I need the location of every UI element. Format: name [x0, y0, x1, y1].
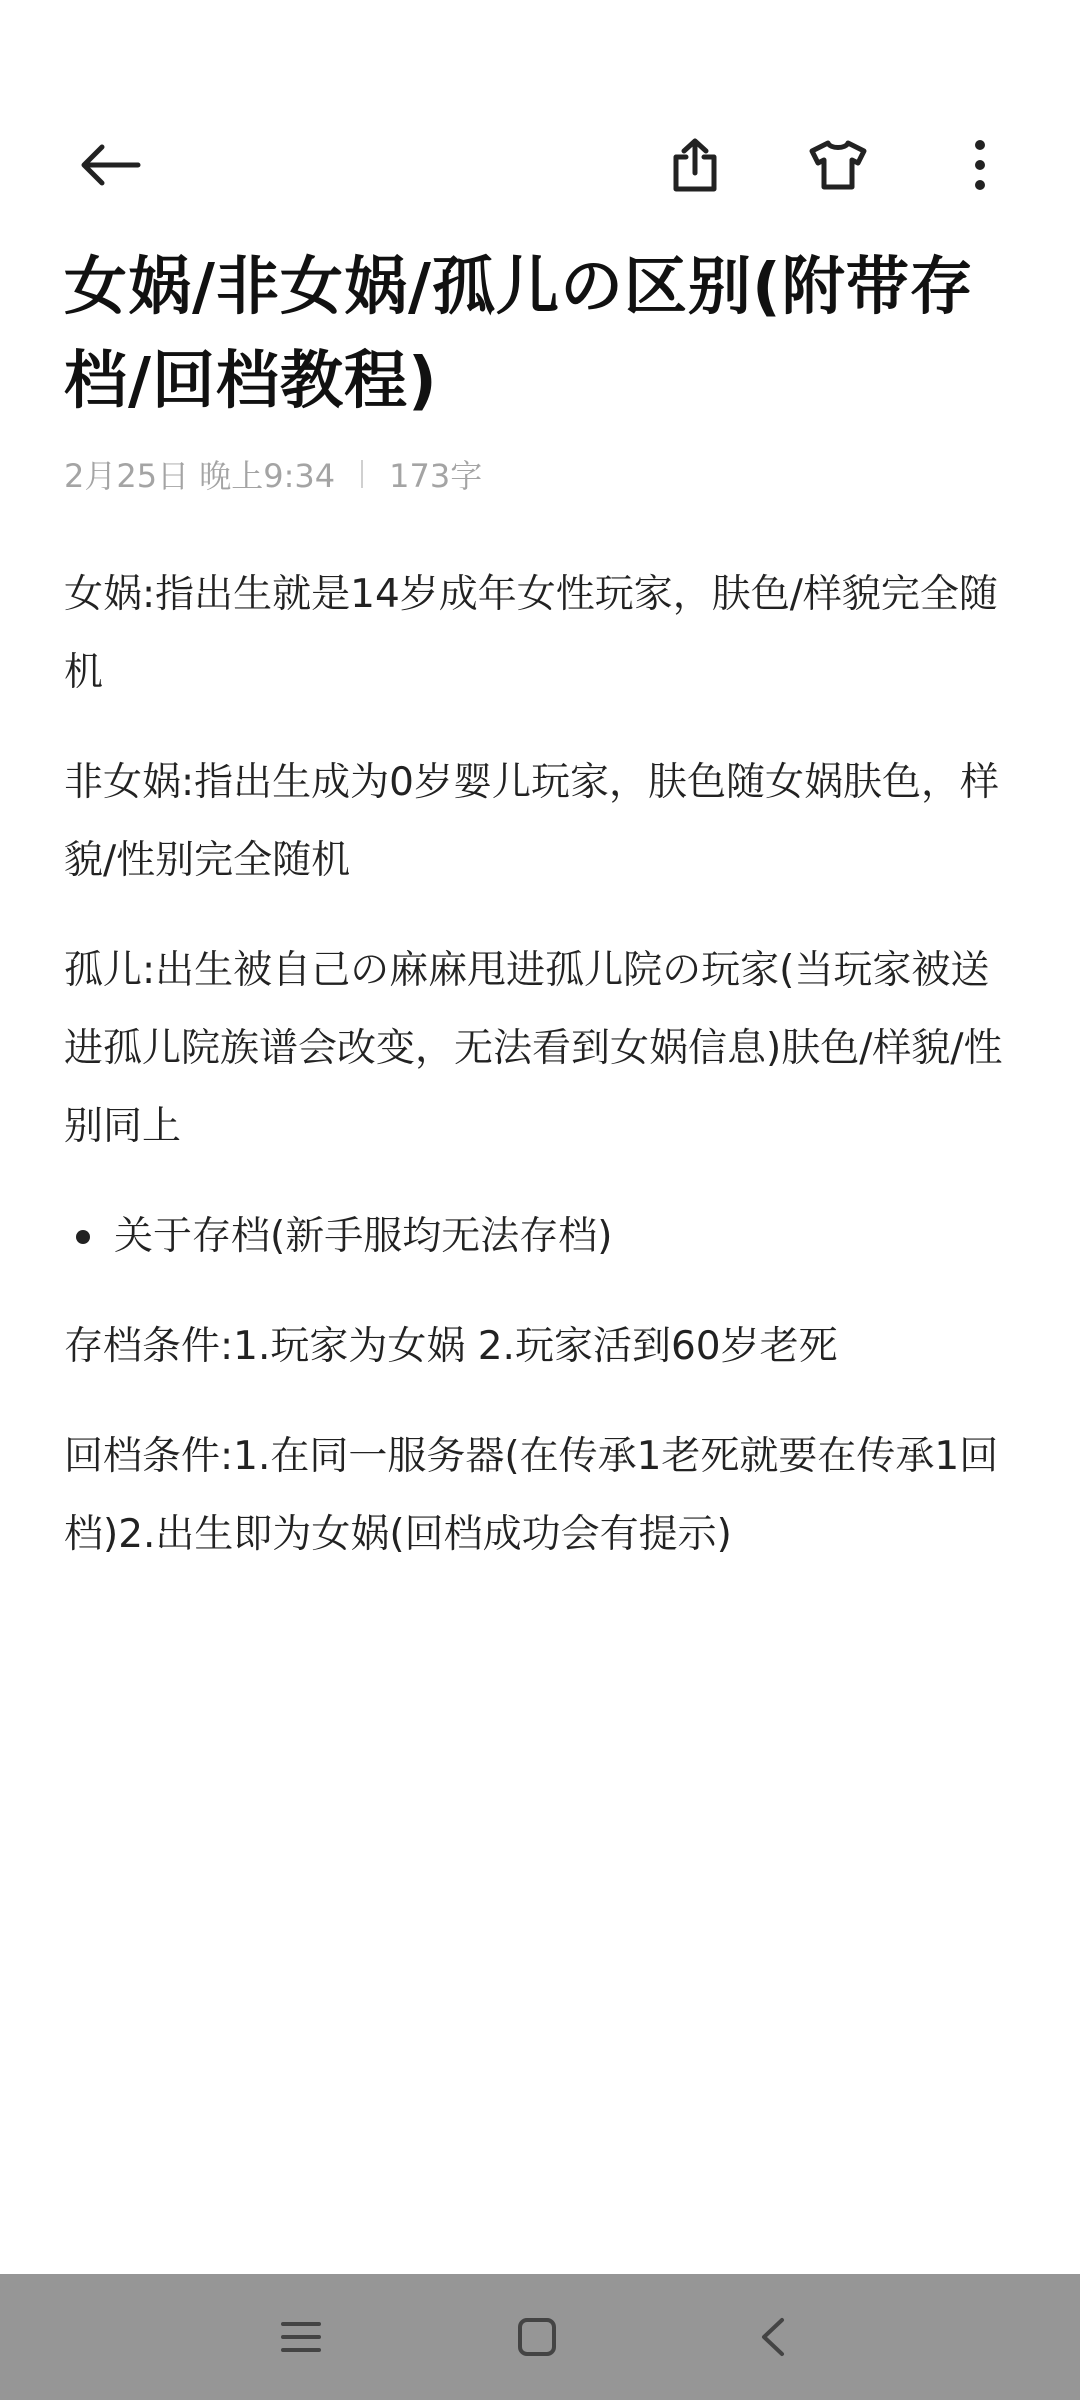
share-button[interactable] — [640, 110, 750, 220]
more-options-button[interactable] — [925, 110, 1035, 220]
top-toolbar — [0, 110, 1080, 220]
paragraph-orphan[interactable]: 孤儿:出生被自己の麻麻甩进孤儿院の玩家(当玩家被送进孤儿院族谱会改变，无法看到女娲信息)肤色/样貌/性别同上 — [64, 948, 1003, 1149]
bullet-dot-icon — [76, 1230, 90, 1244]
bullet-item[interactable] — [64, 1198, 1016, 1276]
paragraph-nuwa[interactable]: 女娲:指出生就是14岁成年女性玩家，肤色/样貌完全随机 — [64, 572, 998, 695]
share-icon — [670, 137, 720, 193]
note-meta — [64, 452, 1016, 496]
bullet-text: 关于存档(新手服均无法存档) — [114, 1214, 613, 1259]
back-button[interactable] — [55, 110, 165, 220]
note-date: 2月25日 晚上9:34 — [64, 457, 336, 495]
note-title[interactable]: 女娲/非女娲/孤儿の区别(附带存档/回档教程) — [64, 250, 974, 417]
nav-recents-button[interactable] — [256, 2292, 346, 2382]
back-chevron-icon — [758, 2317, 788, 2357]
system-nav-bar — [0, 2274, 1080, 2400]
note-body[interactable] — [64, 556, 1016, 1574]
menu-icon — [281, 2320, 321, 2354]
theme-button[interactable] — [783, 110, 893, 220]
paragraph-non-nuwa[interactable]: 非女娲:指出生成为0岁婴儿玩家，肤色随女娲肤色，样貌/性别完全随机 — [64, 760, 999, 883]
note-word-count: 173字 — [389, 457, 483, 495]
paragraph-save-conditions[interactable]: 存档条件:1.玩家为女娲 2.玩家活到60岁老死 — [64, 1324, 838, 1369]
home-square-icon — [517, 2317, 557, 2357]
nav-back-button[interactable] — [728, 2292, 818, 2382]
paragraph-rollback-conditions[interactable]: 回档条件:1.在同一服务器(在传承1老死就要在传承1回档)2.出生即为女娲(回档成功会有提示) — [64, 1434, 999, 1557]
back-arrow-icon — [78, 143, 142, 187]
shirt-theme-icon — [808, 139, 868, 191]
more-vert-icon — [973, 139, 987, 191]
nav-home-button[interactable] — [492, 2292, 582, 2382]
note-content — [64, 240, 1016, 1606]
meta-divider — [361, 460, 363, 488]
